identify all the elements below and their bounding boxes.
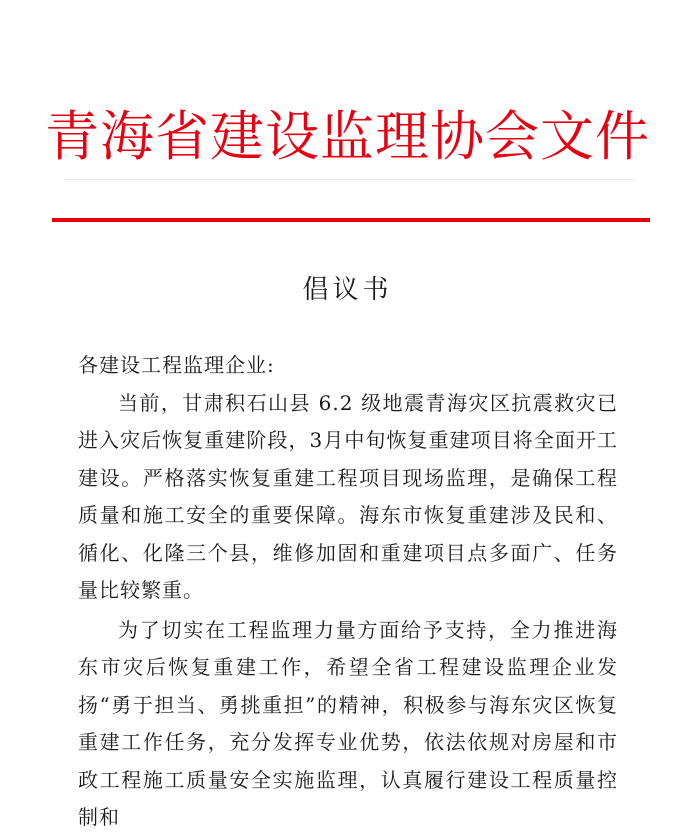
document-body — [78, 347, 618, 837]
org-document-header-title: 青海省建设监理协会文件 — [45, 105, 650, 168]
header-red-divider — [52, 218, 650, 222]
salutation: 各建设工程监理企业: — [78, 353, 275, 377]
document-title: 倡议书 — [302, 275, 393, 305]
body-paragraph-2: 为了切实在工程监理力量方面给予支持，全力推进海东市灾后恢复重建工作，希望全省工程建设监理企业发扬“勇于担当、勇挑重担”的精神，积极参与海东灾区恢复重建工作任务，充分发挥专业优势，依法依规对房屋和市政工程施工质量安全实施监理，认真履行建设工程质量控制和 — [78, 617, 618, 829]
header-thin-rule — [64, 179, 634, 180]
body-paragraph-1: 当前，甘肃积石山县 6.2 级地震青海灾区抗震救灾已进入灾后恢复重建阶段，3月中旬恢复重建项目将全面开工建设。严格落实恢复重建工程项目现场监理，是确保工程质量和施工安全的重要保障。海东市恢复重建涉及民和、循化、化隆三个县，维修加固和重建项目点多面广、任务量比较繁重。 — [78, 390, 618, 602]
